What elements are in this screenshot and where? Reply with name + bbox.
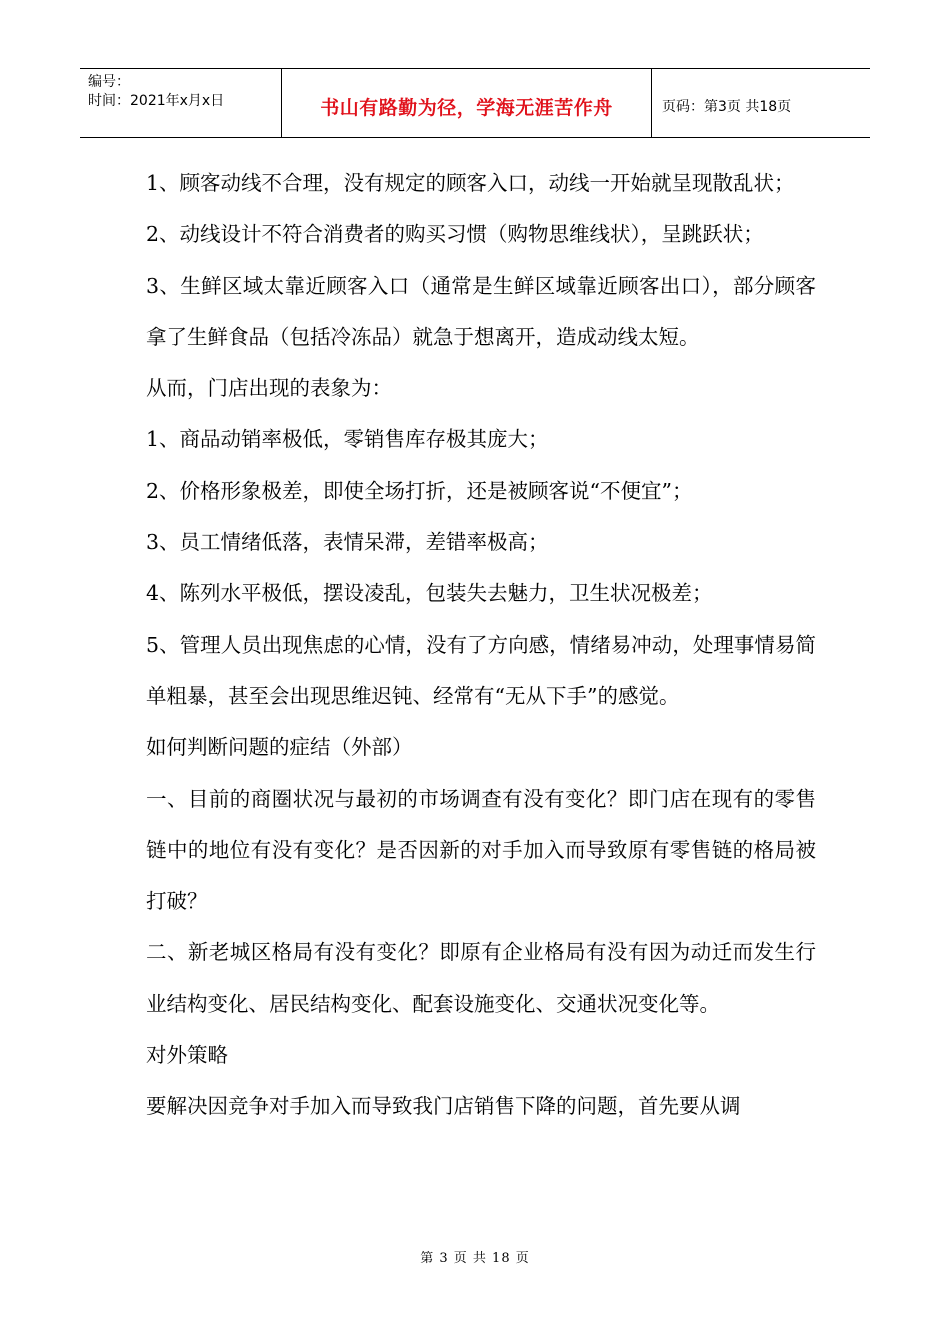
section-heading-strategy: 对外策略 [146,1043,228,1068]
header-motto: 书山有路勤为径，学海无涯苦作舟 [282,69,652,137]
document-body [146,158,816,1133]
paragraph-5: 1、商品动销率极低，零销售库存极其庞大； [146,427,549,452]
document-time-label: 时间：2021年x月x日 [88,93,225,109]
paragraph-14: 要解决因竞争对手加入而导致我门店销售下降的问题，首先要从调 [146,1094,741,1119]
page-header [80,68,870,138]
paragraph-4: 从而，门店出现的表象为： [146,376,392,401]
paragraph-7: 3、员工情绪低落，表情呆滞，差错率极高； [146,530,549,555]
paragraph-9: 5、管理人员出现焦虑的心情，没有了方向感，情绪易冲动，处理事情易简单粗暴，甚至会出现思维迟钝、经常有“无从下手”的感觉。 [146,632,816,708]
paragraph-3: 3、生鲜区域太靠近顾客入口（通常是生鲜区域靠近顾客出口），部分顾客拿了生鲜食品（包括冷冻品）就急于想离开，造成动线太短。 [146,273,816,349]
paragraph-12: 二、新老城区格局有没有变化？即原有企业格局有没有因为动迁而发生行业结构变化、居民结构变化、配套设施变化、交通状况变化等。 [146,940,816,1016]
paragraph-8: 4、陈列水平极低，摆设凌乱，包装失去魅力，卫生状况极差； [146,581,713,606]
paragraph-11: 一、目前的商圈状况与最初的市场调查有没有变化？即门店在现有的零售链中的地位有没有变化？是否因新的对手加入而导致原有零售链的格局被打破？ [146,786,816,914]
document-number-label: 编号： [88,74,130,90]
section-heading-diagnosis: 如何判断问题的症结（外部） [146,735,413,760]
header-page-info: 页码：第3页 共18页 [662,99,792,115]
paragraph-1: 1、顾客动线不合理，没有规定的顾客入口，动线一开始就呈现散乱状； [146,171,795,195]
page-footer: 第 3 页 共 18 页 [420,1251,530,1266]
paragraph-6: 2、价格形象极差，即使全场打折，还是被顾客说“不便宜”； [146,478,693,503]
header-meta [80,69,282,137]
paragraph-2: 2、动线设计不符合消费者的购买习惯（购物思维线状），呈跳跃状； [146,222,764,247]
